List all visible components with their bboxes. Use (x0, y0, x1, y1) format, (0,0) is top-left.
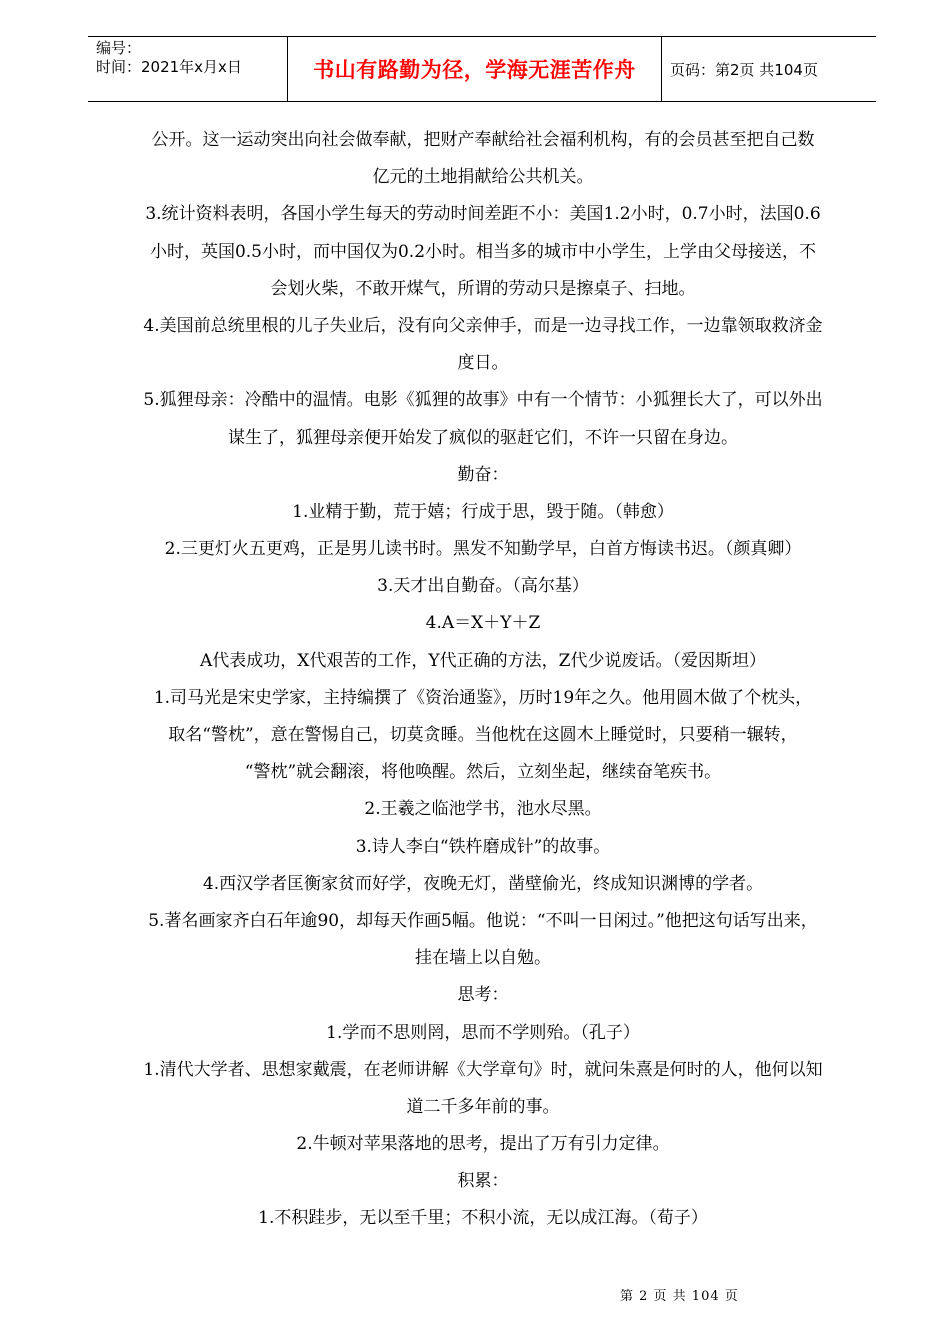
section-heading: 勤奋： (457, 464, 509, 485)
document-date: 时间：2021年x月x日 (96, 58, 242, 76)
page-header (88, 36, 876, 102)
text-line: 道二千多年前的事。 (406, 1096, 560, 1117)
text-line: 2.三更灯火五更鸡，正是男儿读书时。黑发不知勤学早，白首方悔读书迟。（颜真卿） (164, 539, 802, 560)
page-footer: 第 2 页 共 104 页 (620, 1289, 739, 1304)
text-line: 2.牛顿对苹果落地的思考，提出了万有引力定律。 (296, 1134, 670, 1155)
text-line: 1.司马光是宋史学家，主持编撰了《资治通鉴》，历时19年之久。他用圆木做了个枕头， (153, 687, 813, 708)
text-line: 亿元的土地捐献给公共机关。 (372, 167, 594, 188)
section-heading: 积累： (457, 1171, 509, 1192)
document-number: 编号： (96, 39, 142, 57)
text-line: 3.诗人李白“铁杵磨成针”的故事。 (355, 836, 611, 857)
text-line: 公开。这一运动突出向社会做奉献，把财产奉献给社会福利机构，有的会员甚至把自己数 (151, 130, 815, 150)
text-line: 5.著名画家齐白石年逾90，却每天作画5幅。他说：“不叫一日闲过。”他把这句话写出来， (148, 910, 818, 931)
document-body (90, 122, 876, 1238)
header-info (88, 37, 288, 101)
text-line: 度日。 (457, 353, 509, 374)
text-line: 4.美国前总统里根的儿子失业后，没有向父亲伸手，而是一边寻找工作，一边靠领取救济金 (143, 315, 823, 336)
text-line: 取名“警枕”，意在警惕自己，切莫贪睡。当他枕在这圆木上睡觉时，只要稍一辗转， (168, 725, 798, 745)
text-line: 1.业精于勤，荒于嬉；行成于思，毁于随。（韩愈） (292, 501, 674, 522)
header-page-number: 页码：第2页 共104页 (670, 60, 818, 79)
header-motto: 书山有路勤为径，学海无涯苦作舟 (288, 37, 662, 101)
text-line: A代表成功，X代艰苦的工作，Y代正确的方法，Z代少说废话。（爱因斯坦） (200, 650, 766, 671)
text-line: 3.天才出自勤奋。（高尔基） (377, 576, 589, 597)
text-line: 小时，英国0.5小时，而中国仅为0.2小时。相当多的城市中小学生，上学由父母接送，不 (149, 241, 817, 262)
text-line: 4.A＝X＋Y＋Z (425, 613, 541, 634)
text-line: 1.不积跬步，无以至千里；不积小流，无以成江海。（荀子） (258, 1208, 708, 1229)
section-heading: 思考： (457, 985, 509, 1006)
text-line: 挂在墙上以自勉。 (415, 948, 551, 969)
text-line: 4.西汉学者匡衡家贫而好学，夜晚无灯，凿壁偷光，终成知识渊博的学者。 (202, 873, 764, 894)
text-line: “警枕”就会翻滚，将他唤醒。然后，立刻坐起，继续奋笔疾书。 (244, 762, 722, 783)
text-line: 3.统计资料表明，各国小学生每天的劳动时间差距不小：美国1.2小时，0.7小时，法国0.6 (145, 204, 821, 225)
text-line: 5.狐狸母亲：冷酷中的温情。电影《狐狸的故事》中有一个情节：小狐狸长大了，可以外出 (143, 390, 823, 411)
text-line: 1.学而不思则罔，思而不学则殆。（孔子） (326, 1022, 640, 1043)
text-line: 会划火柴，不敢开煤气，所谓的劳动只是擦桌子、扫地。 (270, 278, 696, 299)
text-line: 谋生了，狐狸母亲便开始发了疯似的驱赶它们，不许一只留在身边。 (228, 427, 738, 448)
text-line: 1.清代大学者、思想家戴震，在老师讲解《大学章句》时，就问朱熹是何时的人，他何以知 (143, 1059, 823, 1080)
text-line: 2.王羲之临池学书，池水尽黑。 (364, 799, 602, 820)
